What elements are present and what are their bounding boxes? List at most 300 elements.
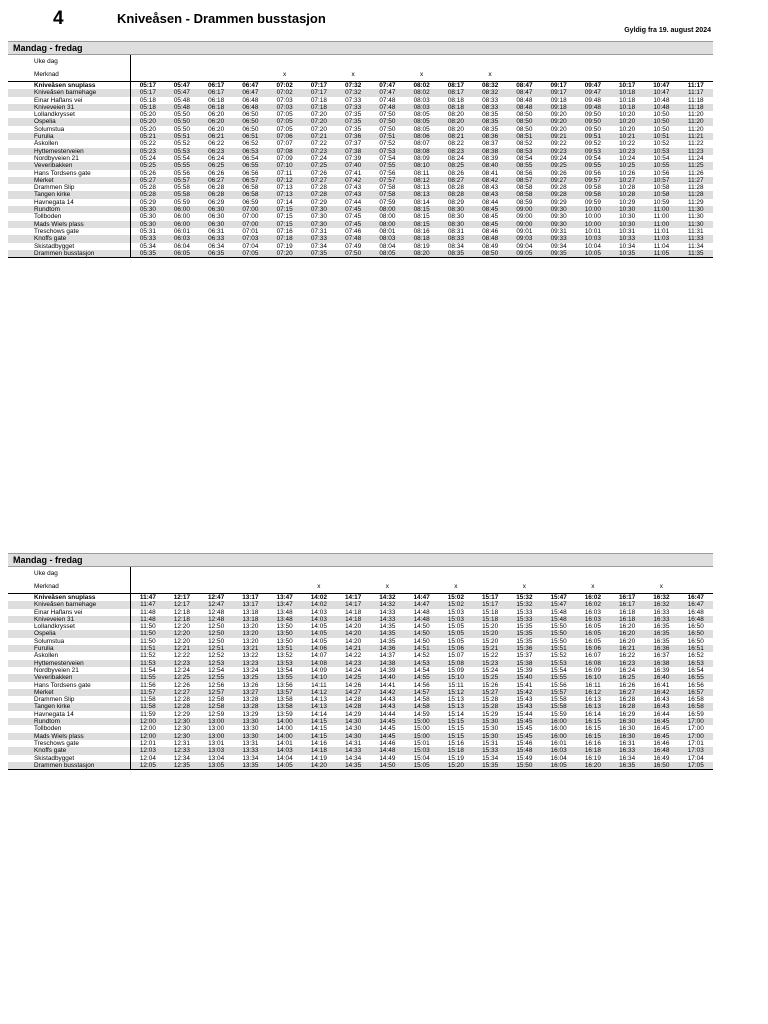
- departure-time: 14:13: [310, 696, 327, 704]
- departure-time: 13:18: [233, 616, 267, 623]
- departure-time: 12:20: [173, 637, 190, 645]
- departure-time: 07:02: [268, 89, 302, 96]
- departure-time: 15:00: [413, 725, 430, 733]
- departure-time: 16:17: [610, 601, 644, 608]
- departure-time: 07:07: [276, 140, 293, 148]
- departure-time: 17:01: [687, 739, 704, 747]
- departure-time: 14:50: [413, 637, 430, 645]
- departure-time: 12:52: [208, 652, 225, 660]
- departure-time: 14:35: [336, 762, 370, 770]
- departure-time: 07:29: [310, 198, 327, 206]
- departure-time: 16:02: [576, 601, 610, 608]
- table-row: [8, 667, 713, 674]
- departure-time: 08:26: [447, 169, 464, 177]
- departure-time: 08:56: [516, 169, 533, 177]
- departure-time: 07:54: [379, 154, 396, 162]
- stop-name: Treschows gate: [8, 228, 131, 235]
- departure-time: 13:17: [233, 601, 267, 608]
- departure-time: 16:27: [610, 689, 644, 696]
- departure-time: 07:49: [345, 242, 362, 250]
- departure-time: 07:19: [276, 242, 293, 250]
- departure-time: 07:56: [379, 169, 396, 177]
- departure-time: 16:17: [610, 594, 644, 602]
- departure-time: 06:21: [199, 133, 233, 140]
- departure-time: 14:37: [379, 652, 396, 660]
- departure-time: 05:50: [165, 118, 199, 125]
- departure-time: 11:53: [131, 660, 165, 667]
- departure-time: 15:02: [439, 601, 473, 608]
- departure-time: 06:47: [233, 82, 267, 90]
- note-cell: x: [454, 583, 458, 590]
- departure-time: 11:48: [140, 608, 156, 616]
- timetable-block-weekday-morning: [8, 41, 713, 258]
- departure-time: 08:37: [482, 140, 499, 148]
- departure-time: 07:15: [268, 206, 302, 213]
- departure-time: 16:58: [679, 703, 714, 710]
- departure-time: 08:03: [370, 235, 404, 242]
- table-row: [8, 148, 713, 155]
- departure-time: 09:57: [576, 177, 610, 184]
- departure-time: 06:51: [233, 133, 267, 140]
- departure-time: 15:39: [516, 666, 533, 674]
- day-cell: [336, 567, 370, 580]
- departure-time: 06:23: [199, 148, 233, 155]
- departure-time: 15:45: [516, 725, 533, 733]
- departure-time: 09:28: [550, 184, 567, 192]
- departure-time: 11:52: [140, 652, 156, 660]
- table-row: [8, 703, 713, 710]
- departure-time: 06:22: [208, 140, 225, 148]
- stop-name: Nordbyveien 21: [8, 155, 131, 162]
- departure-time: 15:05: [447, 623, 464, 631]
- departure-time: 14:58: [413, 696, 430, 704]
- table-row: [8, 235, 713, 242]
- departure-time: 14:00: [276, 725, 293, 733]
- valid-from-text: Gyldig fra 19. august 2024: [624, 27, 711, 34]
- departure-time: 14:01: [276, 739, 293, 747]
- departure-time: 15:44: [516, 710, 533, 718]
- departure-time: 14:03: [302, 616, 336, 623]
- departure-time: 13:23: [233, 660, 267, 667]
- departure-time: 11:54: [140, 666, 156, 674]
- departure-time: 15:35: [516, 637, 533, 645]
- departure-time: 15:50: [507, 762, 541, 770]
- day-cell: [679, 567, 714, 580]
- departure-time: 05:33: [131, 235, 165, 242]
- timetable: [8, 567, 713, 770]
- departure-time: 14:22: [345, 652, 362, 660]
- departure-time: 13:50: [268, 630, 302, 637]
- departure-time: 11:30: [679, 206, 714, 213]
- departure-time: 13:31: [242, 739, 259, 747]
- departure-time: 16:05: [576, 630, 610, 637]
- departure-time: 05:22: [139, 140, 156, 148]
- departure-time: 13:50: [276, 623, 293, 631]
- departure-time: 05:17: [131, 82, 165, 90]
- departure-time: 16:13: [584, 696, 601, 704]
- departure-time: 15:06: [439, 645, 473, 652]
- table-row: [8, 609, 713, 616]
- departure-time: 16:20: [576, 762, 610, 770]
- departure-time: 10:33: [610, 235, 644, 242]
- departure-time: 15:14: [447, 710, 464, 718]
- departure-time: 08:47: [507, 82, 541, 90]
- departure-time: 13:53: [268, 660, 302, 667]
- stop-name: Rundtom: [8, 206, 131, 213]
- departure-time: 17:03: [679, 747, 714, 754]
- day-cell: [165, 567, 199, 580]
- departure-time: 13:52: [276, 652, 293, 660]
- departure-time: 16:18: [619, 608, 636, 616]
- departure-time: 09:03: [507, 235, 541, 242]
- departure-time: 07:43: [345, 184, 362, 192]
- stop-name: Veveribakken: [8, 674, 131, 681]
- stop-name: Tangen kirke: [8, 703, 131, 710]
- table-row: [8, 89, 713, 96]
- departure-time: 14:12: [302, 689, 336, 696]
- departure-time: 16:04: [550, 754, 567, 762]
- departure-time: 15:02: [439, 594, 473, 602]
- departure-time: 13:18: [242, 608, 259, 616]
- departure-time: 15:29: [482, 710, 499, 718]
- departure-time: 07:30: [302, 221, 336, 228]
- departure-time: 17:00: [687, 725, 704, 733]
- departure-time: 07:20: [268, 250, 302, 258]
- departure-time: 06:50: [242, 125, 259, 133]
- departure-time: 15:00: [405, 718, 439, 725]
- departure-time: 14:17: [336, 594, 370, 602]
- table-row: [8, 140, 713, 147]
- departure-time: 07:46: [345, 227, 362, 235]
- departure-time: 06:48: [242, 96, 259, 104]
- departure-time: 07:35: [345, 125, 362, 133]
- departure-time: 11:27: [679, 177, 714, 184]
- departure-time: 07:05: [233, 250, 267, 258]
- departure-time: 10:47: [644, 89, 678, 96]
- departure-time: 08:50: [516, 111, 533, 119]
- stop-name: Lollandkrysset: [8, 623, 131, 630]
- day-cell: [507, 567, 541, 580]
- departure-time: 12:58: [199, 703, 233, 710]
- departure-time: 14:03: [268, 747, 302, 754]
- departure-time: 07:31: [310, 227, 327, 235]
- departure-time: 11:35: [679, 250, 714, 258]
- departure-time: 11:20: [687, 125, 704, 133]
- stop-name: Lollandkrysset: [8, 111, 131, 118]
- departure-time: 14:35: [370, 630, 404, 637]
- note-cell: x: [420, 71, 424, 78]
- departure-time: 11:30: [679, 221, 714, 228]
- departure-time: 07:48: [379, 96, 396, 104]
- departure-time: 11:17: [679, 89, 714, 96]
- departure-time: 07:03: [276, 96, 293, 104]
- departure-time: 15:43: [507, 703, 541, 710]
- departure-time: 14:15: [302, 718, 336, 725]
- departure-time: 16:28: [619, 696, 636, 704]
- departure-time: 09:22: [550, 140, 567, 148]
- day-cell: [370, 567, 404, 580]
- stop-name: Havnegata 14: [8, 711, 131, 718]
- departure-time: 05:54: [173, 154, 190, 162]
- departure-time: 10:18: [619, 96, 636, 104]
- departure-time: 07:43: [336, 191, 370, 198]
- day-label: Uke dag: [8, 55, 131, 68]
- departure-time: 12:27: [165, 689, 199, 696]
- departure-time: 12:35: [165, 762, 199, 770]
- departure-time: 14:44: [379, 710, 396, 718]
- note-cell: x: [488, 71, 492, 78]
- departure-time: 08:40: [473, 162, 507, 169]
- note-cell: x: [351, 71, 355, 78]
- departure-time: 07:36: [336, 133, 370, 140]
- departure-time: 16:40: [644, 674, 678, 681]
- departure-time: 09:47: [576, 82, 610, 90]
- departure-time: 14:03: [310, 608, 327, 616]
- departure-time: 16:32: [644, 601, 678, 608]
- departure-time: 09:52: [584, 140, 601, 148]
- departure-time: 05:51: [165, 133, 199, 140]
- departure-time: 14:15: [302, 733, 336, 740]
- departure-time: 06:30: [208, 213, 225, 221]
- departure-time: 14:38: [370, 660, 404, 667]
- departure-time: 09:18: [550, 96, 567, 104]
- departure-time: 09:23: [542, 148, 576, 155]
- departure-time: 11:29: [687, 198, 704, 206]
- departure-time: 12:33: [165, 747, 199, 754]
- departure-time: 14:32: [370, 601, 404, 608]
- departure-time: 07:06: [268, 133, 302, 140]
- departure-time: 10:58: [644, 191, 678, 198]
- stop-name: Drammen busstasjon: [8, 250, 131, 258]
- departure-time: 14:41: [379, 681, 396, 689]
- stop-name: Furulia: [8, 133, 131, 140]
- departure-time: 15:54: [550, 666, 567, 674]
- departure-time: 16:49: [653, 754, 670, 762]
- departure-time: 10:20: [619, 111, 636, 119]
- departure-time: 08:28: [439, 191, 473, 198]
- departure-time: 07:57: [370, 177, 404, 184]
- departure-time: 16:23: [610, 660, 644, 667]
- note-cell: [542, 580, 576, 594]
- departure-time: 15:25: [473, 674, 507, 681]
- departure-time: 05:52: [173, 140, 190, 148]
- departure-time: 08:50: [473, 250, 507, 258]
- note-cell: x: [591, 583, 595, 590]
- departure-time: 16:24: [619, 666, 636, 674]
- table-row: [8, 616, 713, 623]
- departure-time: 07:01: [242, 227, 259, 235]
- departure-time: 07:02: [268, 82, 302, 90]
- departure-time: 12:56: [208, 681, 225, 689]
- departure-time: 16:05: [584, 637, 601, 645]
- departure-time: 08:39: [482, 154, 499, 162]
- departure-time: 09:30: [542, 221, 576, 228]
- departure-time: 09:59: [584, 198, 601, 206]
- departure-time: 14:14: [310, 710, 327, 718]
- table-row: [8, 184, 713, 191]
- departure-time: 15:59: [550, 710, 567, 718]
- departure-time: 10:30: [619, 213, 636, 221]
- departure-time: 15:37: [516, 652, 533, 660]
- departure-time: 15:40: [507, 674, 541, 681]
- departure-time: 14:33: [379, 608, 396, 616]
- departure-time: 16:36: [644, 645, 678, 652]
- departure-time: 08:48: [473, 235, 507, 242]
- departure-time: 09:34: [550, 242, 567, 250]
- departure-time: 09:00: [516, 213, 533, 221]
- departure-time: 07:05: [268, 118, 302, 125]
- departure-time: 11:17: [679, 82, 714, 90]
- table-row: [8, 711, 713, 718]
- departure-time: 05:24: [139, 154, 156, 162]
- departure-time: 07:47: [370, 82, 404, 90]
- departure-time: 05:50: [173, 111, 190, 119]
- departure-time: 15:01: [413, 739, 430, 747]
- departure-time: 08:15: [405, 221, 439, 228]
- departure-time: 14:26: [345, 681, 362, 689]
- departure-time: 08:36: [473, 133, 507, 140]
- departure-time: 16:20: [619, 623, 636, 631]
- departure-time: 15:45: [507, 733, 541, 740]
- departure-time: 14:58: [405, 703, 439, 710]
- departure-time: 12:34: [173, 754, 190, 762]
- departure-time: 15:22: [482, 652, 499, 660]
- departure-time: 14:45: [370, 733, 404, 740]
- table-row: [8, 162, 713, 169]
- departure-time: 08:30: [439, 221, 473, 228]
- departure-time: 07:59: [379, 198, 396, 206]
- departure-time: 14:48: [370, 747, 404, 754]
- departure-time: 09:20: [550, 111, 567, 119]
- departure-time: 15:11: [448, 681, 464, 689]
- departure-time: 08:51: [507, 133, 541, 140]
- departure-time: 14:05: [310, 623, 327, 631]
- departure-time: 07:14: [276, 198, 293, 206]
- day-cell: [576, 55, 610, 68]
- departure-time: 07:23: [302, 148, 336, 155]
- departure-time: 08:45: [473, 221, 507, 228]
- departure-time: 12:59: [208, 710, 225, 718]
- departure-time: 14:51: [405, 645, 439, 652]
- departure-time: 05:34: [139, 242, 156, 250]
- departure-time: 15:18: [473, 616, 507, 623]
- departure-time: 15:15: [439, 718, 473, 725]
- note-cell: [165, 68, 199, 82]
- departure-time: 14:20: [345, 637, 362, 645]
- note-cell: x: [522, 583, 526, 590]
- note-cell: [473, 580, 507, 594]
- departure-time: 14:42: [370, 689, 404, 696]
- departure-time: 14:35: [379, 637, 396, 645]
- departure-time: 15:05: [439, 630, 473, 637]
- departure-time: 08:45: [473, 206, 507, 213]
- departure-time: 12:57: [199, 689, 233, 696]
- stop-name: Drammen Slip: [8, 696, 131, 703]
- day-cell: [233, 567, 267, 580]
- departure-time: 15:20: [439, 762, 473, 770]
- departure-time: 05:31: [139, 227, 156, 235]
- departure-time: 09:50: [584, 111, 601, 119]
- departure-time: 06:34: [208, 242, 225, 250]
- departure-time: 13:51: [268, 645, 302, 652]
- departure-time: 14:06: [302, 645, 336, 652]
- departure-time: 08:25: [439, 162, 473, 169]
- departure-time: 07:00: [233, 206, 267, 213]
- departure-time: 16:15: [576, 733, 610, 740]
- departure-time: 05:20: [139, 125, 156, 133]
- departure-time: 07:35: [345, 111, 362, 119]
- departure-time: 13:55: [268, 674, 302, 681]
- departure-time: 14:59: [413, 710, 430, 718]
- day-cell: [507, 55, 541, 68]
- note-cell: x: [385, 583, 389, 590]
- note-cell: [233, 68, 267, 82]
- table-row: [8, 213, 713, 220]
- departure-time: 12:54: [208, 666, 225, 674]
- departure-time: 15:46: [516, 739, 533, 747]
- departure-time: 06:25: [199, 162, 233, 169]
- departure-time: 11:24: [687, 154, 704, 162]
- day-cell: [679, 55, 714, 68]
- departure-time: 08:32: [473, 82, 507, 90]
- departure-time: 15:35: [473, 762, 507, 770]
- stop-name: Kniveveien 31: [8, 616, 131, 623]
- departure-time: 06:00: [173, 213, 190, 221]
- departure-time: 11:26: [687, 169, 704, 177]
- departure-time: 07:39: [345, 154, 362, 162]
- departure-time: 08:18: [405, 235, 439, 242]
- departure-time: 15:26: [482, 681, 499, 689]
- table-row: [8, 243, 713, 250]
- departure-time: 12:21: [165, 645, 199, 652]
- departure-time: 07:41: [345, 169, 362, 177]
- departure-time: 16:14: [584, 710, 601, 718]
- note-cell: [131, 68, 165, 82]
- departure-time: 14:15: [310, 725, 327, 733]
- day-cell: [268, 55, 302, 68]
- table-row: [8, 118, 713, 125]
- departure-time: 14:23: [336, 660, 370, 667]
- departure-time: 13:48: [276, 608, 293, 616]
- departure-time: 05:48: [173, 96, 190, 104]
- table-row: [8, 133, 713, 140]
- note-cell: [610, 68, 644, 82]
- departure-time: 06:28: [208, 184, 225, 192]
- departure-time: 07:13: [276, 184, 293, 192]
- departure-time: 07:35: [336, 118, 370, 125]
- departure-time: 15:24: [482, 666, 499, 674]
- departure-time: 13:21: [233, 645, 267, 652]
- departure-time: 14:45: [370, 718, 404, 725]
- departure-time: 08:54: [516, 154, 533, 162]
- stop-name: Åskollen: [8, 140, 131, 147]
- departure-time: 13:48: [268, 616, 302, 623]
- stop-name: Solumstua: [8, 126, 131, 133]
- note-cell: [542, 68, 576, 82]
- departure-time: 15:47: [542, 594, 576, 602]
- route-number: 4: [53, 8, 64, 29]
- departure-time: 14:08: [302, 660, 336, 667]
- departure-time: 08:31: [447, 227, 464, 235]
- departure-time: 15:58: [542, 703, 576, 710]
- departure-time: 07:16: [276, 227, 293, 235]
- departure-time: 16:47: [679, 594, 714, 602]
- departure-time: 06:35: [199, 250, 233, 258]
- departure-time: 08:35: [439, 250, 473, 258]
- departure-time: 06:04: [173, 242, 190, 250]
- departure-time: 16:29: [619, 710, 636, 718]
- table-row: [8, 682, 713, 689]
